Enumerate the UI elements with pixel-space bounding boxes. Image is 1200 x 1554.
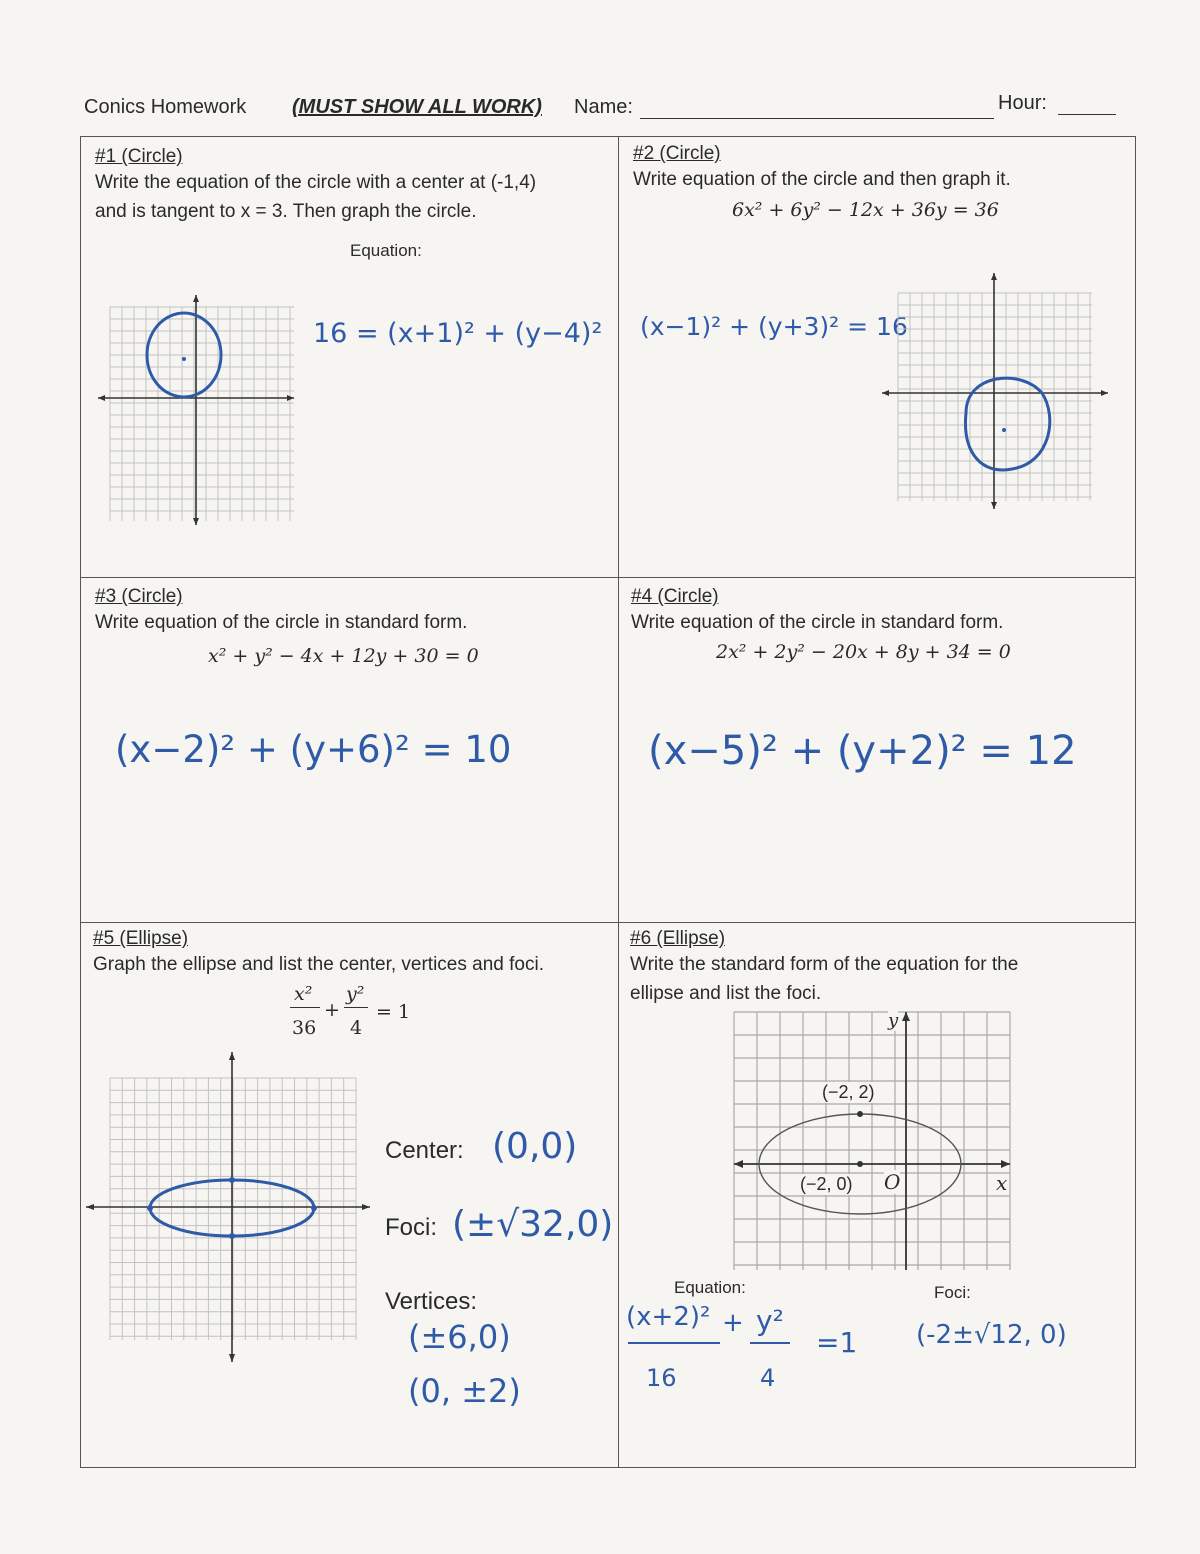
problem-1-grid-lines <box>110 307 294 521</box>
worksheet-title: Conics Homework <box>84 96 247 118</box>
problem-2 <box>633 143 1123 194</box>
problem-2-line-1: Write equation of the circle and then graph it. <box>633 169 1011 190</box>
problem-6-y-axis-label: y <box>888 1010 899 1031</box>
problem-5-foci-label: Foci: <box>385 1214 438 1241</box>
problem-6-foci-label: Foci: <box>934 1283 971 1302</box>
problem-6-equation-answer <box>626 1302 866 1402</box>
problem-5-vertices-answer-2: (0, ±2) <box>408 1372 521 1410</box>
problem-2-title: #2 (Circle) <box>633 143 721 164</box>
problem-6-line-1: Write the standard form of the equation for the <box>630 954 1019 975</box>
problem-1-equation-label: Equation: <box>350 241 422 260</box>
problem-5-eq-numerator-2: y² <box>346 983 365 1005</box>
table-row-divider-2 <box>80 922 1136 923</box>
problem-2-graph <box>882 273 1108 509</box>
problem-2-equation: 6x² + 6y² − 12x + 36y = 36 <box>732 199 999 221</box>
problem-5-eq-plus: + <box>324 999 340 1021</box>
hour-label: Hour: <box>998 92 1047 114</box>
problem-6-x-axis-label: x <box>996 1171 1008 1195</box>
problem-5-grid-lines <box>110 1078 356 1340</box>
must-show-work-note: (MUST SHOW ALL WORK) <box>292 96 542 118</box>
problem-6 <box>630 928 1120 1008</box>
problem-1-title: #1 (Circle) <box>95 146 183 167</box>
problem-2-circle-sketch <box>965 378 1049 470</box>
problem-4 <box>631 586 1121 637</box>
name-blank <box>640 118 994 119</box>
problem-5-center-label: Center: <box>385 1137 464 1164</box>
problem-1-answer: 16 = (x+1)² + (y−4)² <box>313 318 603 349</box>
problem-3-line-1: Write equation of the circle in standard form. <box>95 612 468 633</box>
problem-1-line-2: and is tangent to x = 3. Then graph the circle. <box>95 201 477 222</box>
problem-6-top-point <box>857 1111 863 1117</box>
table-vertical-divider <box>618 136 619 1468</box>
problem-6-answer-numerator-1: (x+2)² <box>626 1302 711 1332</box>
problem-6-center-point-label: (−2, 0) <box>800 1174 853 1194</box>
problem-5-foci-answer: (±√32,0) <box>452 1204 614 1245</box>
problem-5 <box>93 928 613 979</box>
problem-1-line-1: Write the equation of the circle with a center at (-1,4) <box>95 172 537 193</box>
problem-6-equation-label: Equation: <box>674 1278 746 1297</box>
worksheet-header <box>84 92 1116 122</box>
problem-2-answer: (x−1)² + (y+3)² = 16 <box>640 312 908 341</box>
problem-6-top-point-label: (−2, 2) <box>822 1082 875 1102</box>
problem-3-answer: (x−2)² + (y+6)² = 10 <box>115 728 512 771</box>
problem-5-equation <box>290 983 430 1043</box>
name-label: Name: <box>574 96 633 118</box>
problem-5-graph <box>86 1052 370 1362</box>
problem-6-title: #6 (Ellipse) <box>630 928 726 949</box>
problem-2-center-dot <box>1002 428 1006 432</box>
problem-3 <box>95 586 610 637</box>
problem-4-answer: (x−5)² + (y+2)² = 12 <box>648 728 1077 774</box>
problem-3-title: #3 (Circle) <box>95 586 183 607</box>
problem-5-center-answer: (0,0) <box>492 1126 578 1167</box>
problem-5-eq-rhs: = 1 <box>376 1001 411 1023</box>
table-row-divider-1 <box>80 577 1136 578</box>
problem-6-grid-lines <box>734 1012 1010 1270</box>
problem-4-title: #4 (Circle) <box>631 586 719 607</box>
problem-6-center-point <box>857 1161 863 1167</box>
problem-4-line-1: Write equation of the circle in standard form. <box>631 612 1004 633</box>
problem-5-line-1: Graph the ellipse and list the center, vertices and foci. <box>93 954 544 975</box>
problem-1 <box>95 146 610 226</box>
problem-6-answer-denominator-2: 4 <box>760 1364 776 1392</box>
problem-1-center-dot <box>182 357 186 361</box>
problem-6-foci-answer: (-2±√12, 0) <box>916 1320 1067 1350</box>
problem-3-equation: x² + y² − 4x + 12y + 30 = 0 <box>208 645 479 667</box>
hour-blank <box>1058 114 1116 115</box>
problem-5-title: #5 (Ellipse) <box>93 928 189 949</box>
problem-5-vertices-label: Vertices: <box>385 1288 478 1315</box>
problem-5-vertices-answer-1: (±6,0) <box>408 1318 511 1356</box>
problem-6-answer-plus: + <box>722 1308 744 1338</box>
problem-6-answer-rhs: =1 <box>816 1326 858 1359</box>
problem-6-line-2: ellipse and list the foci. <box>630 983 822 1004</box>
problem-6-answer-denominator-1: 16 <box>646 1364 677 1392</box>
problem-4-equation: 2x² + 2y² − 20x + 8y + 34 = 0 <box>716 641 1011 663</box>
problem-6-origin-label: O <box>884 1170 901 1194</box>
problem-6-graph <box>734 1012 1010 1272</box>
problem-5-eq-numerator-1: x² <box>294 983 313 1005</box>
problem-1-graph <box>98 295 294 525</box>
problem-5-eq-denominator-1: 36 <box>292 1017 317 1039</box>
problem-6-answer-numerator-2: y² <box>756 1304 784 1337</box>
problem-5-eq-denominator-2: 4 <box>350 1017 363 1039</box>
